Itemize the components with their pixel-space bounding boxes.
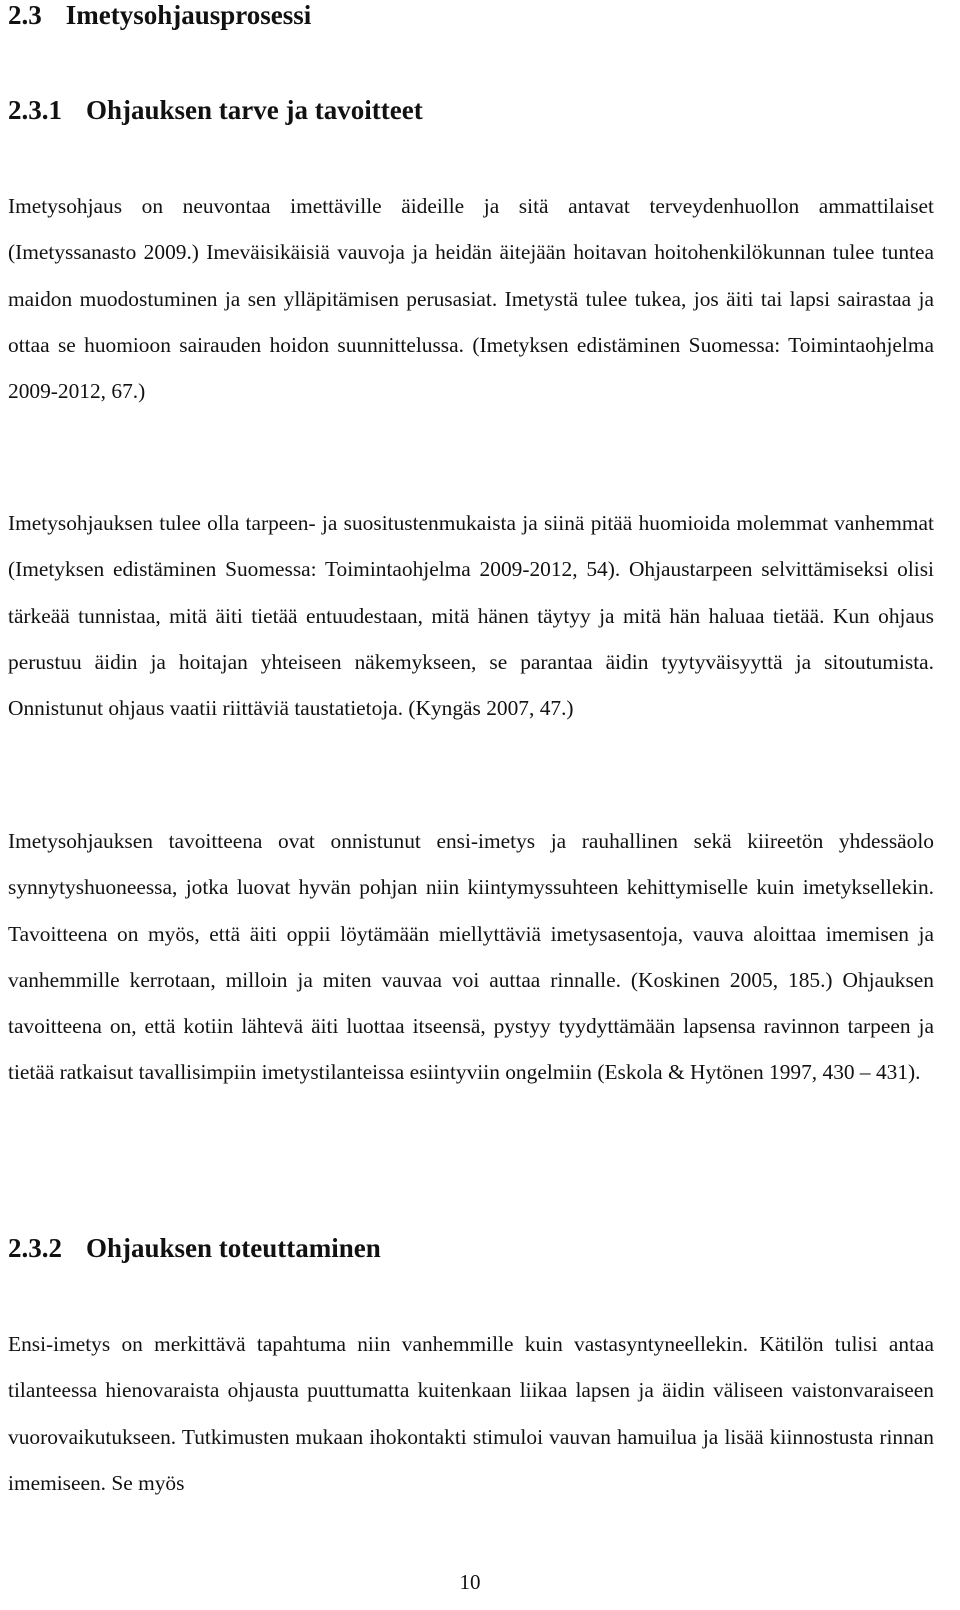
- section-number: 2.3: [8, 0, 42, 30]
- subsection-title: Ohjauksen toteuttaminen: [86, 1233, 381, 1263]
- subsection-heading-2-3-1: [8, 95, 423, 126]
- page-number: 10: [459, 1570, 481, 1594]
- subsection-number: 2.3.2: [8, 1233, 62, 1263]
- paragraph-4: Ensi-imetys on merkittävä tapahtuma niin vanhemmille kuin vastasyntyneellekin. Kätilön tulisi antaa tilanteessa hienovaraista ohjausta puuttumatta kuitenkaan liikaa lapsen ja äidin väliseen vaistonvaraiseen vuorovaikutukseen. Tutkimusten mukaan ihokontakti stimuloi vauvan hamuilua ja lisää kiinnostusta rinnan imemiseen. Se myös: [8, 1332, 934, 1495]
- subsection-title: Ohjauksen tarve ja tavoitteet: [86, 95, 423, 125]
- paragraph-2: Imetysohjauksen tulee olla tarpeen- ja suositustenmukaista ja siinä pitää huomioida molemmat vanhemmat (Imetyksen edistäminen Suomessa: Toimintaohjelma 2009-2012, 54). Ohjaustarpeen selvittämiseksi olisi tärkeää tunnistaa, mitä äiti tietää entuudestaan, mitä hänen täytyy ja mitä hän haluaa tietää. Kun ohjaus perustuu äidin ja hoitajan yhteiseen näkemykseen, se parantaa äidin tyytyväisyyttä ja sitoutumista. Onnistunut ohjaus vaatii riittäviä taustatietoja. (Kyngäs 2007, 47.): [8, 511, 934, 721]
- paragraph-3: Imetysohjauksen tavoitteena ovat onnistunut ensi-imetys ja rauhallinen sekä kiireetön yhdessäolo synnytyshuoneessa, jotka luovat hyvän pohjan niin kiintymyssuhteen kehittymiselle kuin imetyksellekin. Tavoitteena on myös, että äiti oppii löytämään miellyttäviä imetysasentoja, vauva aloittaa imemisen ja vanhemmille kerrotaan, milloin ja miten vauvaa voi auttaa rinnalle. (Koskinen 2005, 185.) Ohjauksen tavoitteena on, että kotiin lähtevä äiti luottaa itseensä, pystyy tyydyttämään lapsensa ravinnon tarpeen ja tietää ratkaisut tavallisimpiin imetystilanteissa esiintyviin ongelmiin (Eskola & Hytönen 1997, 430 – 431).: [8, 829, 934, 1085]
- subsection-number: 2.3.1: [8, 95, 62, 125]
- section-title: Imetysohjausprosessi: [65, 0, 312, 30]
- subsection-heading-2-3-2: [8, 1233, 381, 1264]
- paragraph-1: Imetysohjaus on neuvontaa imettäville äideille ja sitä antavat terveydenhuollon ammattilaiset (Imetyssanasto 2009.) Imeväisikäisiä vauvoja ja heidän äitejään hoitavan hoitohenkilökunnan tulee tuntea maidon muodostuminen ja sen ylläpitämisen perusasiat. Imetystä tulee tukea, jos äiti tai lapsi sairastaa ja ottaa se huomioon sairauden hoidon suunnittelussa. (Imetyksen edistäminen Suomessa: Toimintaohjelma 2009-2012, 67.): [8, 194, 934, 404]
- section-heading: [8, 0, 311, 31]
